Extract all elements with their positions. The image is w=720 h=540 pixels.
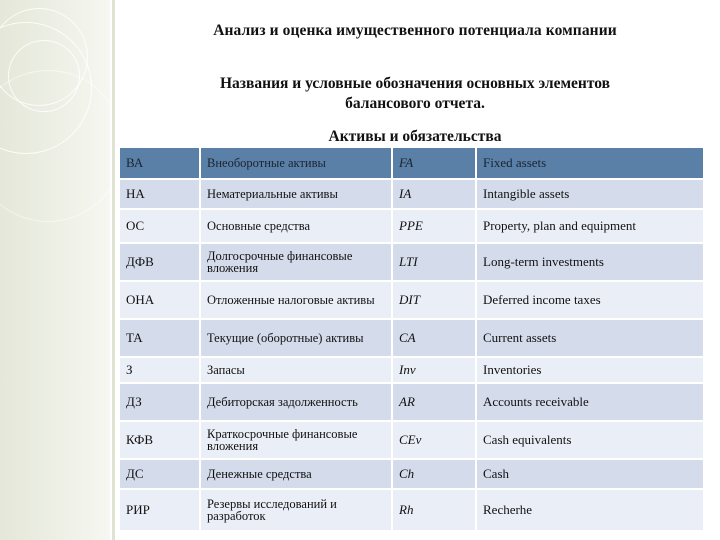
en-abbreviation-cell: DIT [392, 281, 476, 319]
en-abbreviation-cell: Ch [392, 459, 476, 489]
table-row [120, 179, 703, 209]
en-abbreviation-cell: CEv [392, 421, 476, 459]
decorative-side-band [0, 0, 110, 540]
ru-name-cell: Отложенные налоговые активы [200, 281, 392, 319]
subtitle-line: Названия и условные обозначения основных элементов [220, 75, 610, 92]
table-row [120, 209, 703, 243]
table-row [120, 281, 703, 319]
ru-abbreviation-cell: ТА [120, 319, 200, 357]
ru-abbreviation-cell: НА [120, 179, 200, 209]
en-abbreviation-cell: Inv [392, 357, 476, 383]
table-row [120, 489, 703, 531]
en-abbreviation-cell: Rh [392, 489, 476, 531]
slide-title: Анализ и оценка имущественного потенциала компании [213, 22, 617, 39]
ru-abbreviation-cell: ВА [120, 148, 200, 179]
en-name-cell: Current assets [476, 319, 703, 357]
ru-name-cell: Краткосрочные финансовые вложения [200, 421, 392, 459]
en-name-cell: Property, plan and equipment [476, 209, 703, 243]
en-abbreviation-cell: AR [392, 383, 476, 421]
decorative-circle [0, 70, 124, 222]
ru-abbreviation-cell: ДЗ [120, 383, 200, 421]
table-row [120, 148, 703, 179]
en-abbreviation-cell: FA [392, 148, 476, 179]
ru-abbreviation-cell: ДС [120, 459, 200, 489]
en-name-cell: Cash equivalents [476, 421, 703, 459]
ru-name-cell: Основные средства [200, 209, 392, 243]
ru-name-cell: Резервы исследований и разработок [200, 489, 392, 531]
en-name-cell: Fixed assets [476, 148, 703, 179]
ru-name-cell: Текущие (оборотные) активы [200, 319, 392, 357]
slide-subtitle [120, 74, 710, 114]
ru-name-cell: Внеоборотные активы [200, 148, 392, 179]
ru-name-cell: Долгосрочные финансовые вложения [200, 243, 392, 281]
en-name-cell: Long-term investments [476, 243, 703, 281]
section-title: Активы и обязательства [328, 128, 502, 145]
ru-abbreviation-cell: ДФВ [120, 243, 200, 281]
balance-terms-table [120, 148, 703, 532]
subtitle-line: балансового отчета. [345, 95, 485, 112]
en-name-cell: Deferred income taxes [476, 281, 703, 319]
en-name-cell: Inventories [476, 357, 703, 383]
side-divider [112, 0, 115, 540]
ru-abbreviation-cell: З [120, 357, 200, 383]
ru-abbreviation-cell: ОНА [120, 281, 200, 319]
table-row [120, 357, 703, 383]
en-name-cell: Accounts receivable [476, 383, 703, 421]
table-row [120, 459, 703, 489]
table-row [120, 319, 703, 357]
en-abbreviation-cell: CA [392, 319, 476, 357]
ru-abbreviation-cell: КФВ [120, 421, 200, 459]
ru-abbreviation-cell: РИР [120, 489, 200, 531]
table-row [120, 383, 703, 421]
table-row [120, 421, 703, 459]
ru-abbreviation-cell: ОС [120, 209, 200, 243]
en-name-cell: Recherhe [476, 489, 703, 531]
table-row [120, 243, 703, 281]
ru-name-cell: Нематериальные активы [200, 179, 392, 209]
ru-name-cell: Дебиторская задолженность [200, 383, 392, 421]
en-name-cell: Intangible assets [476, 179, 703, 209]
en-abbreviation-cell: LTI [392, 243, 476, 281]
en-abbreviation-cell: PPE [392, 209, 476, 243]
en-abbreviation-cell: IA [392, 179, 476, 209]
table-body [120, 148, 703, 531]
ru-name-cell: Запасы [200, 357, 392, 383]
en-name-cell: Cash [476, 459, 703, 489]
ru-name-cell: Денежные средства [200, 459, 392, 489]
